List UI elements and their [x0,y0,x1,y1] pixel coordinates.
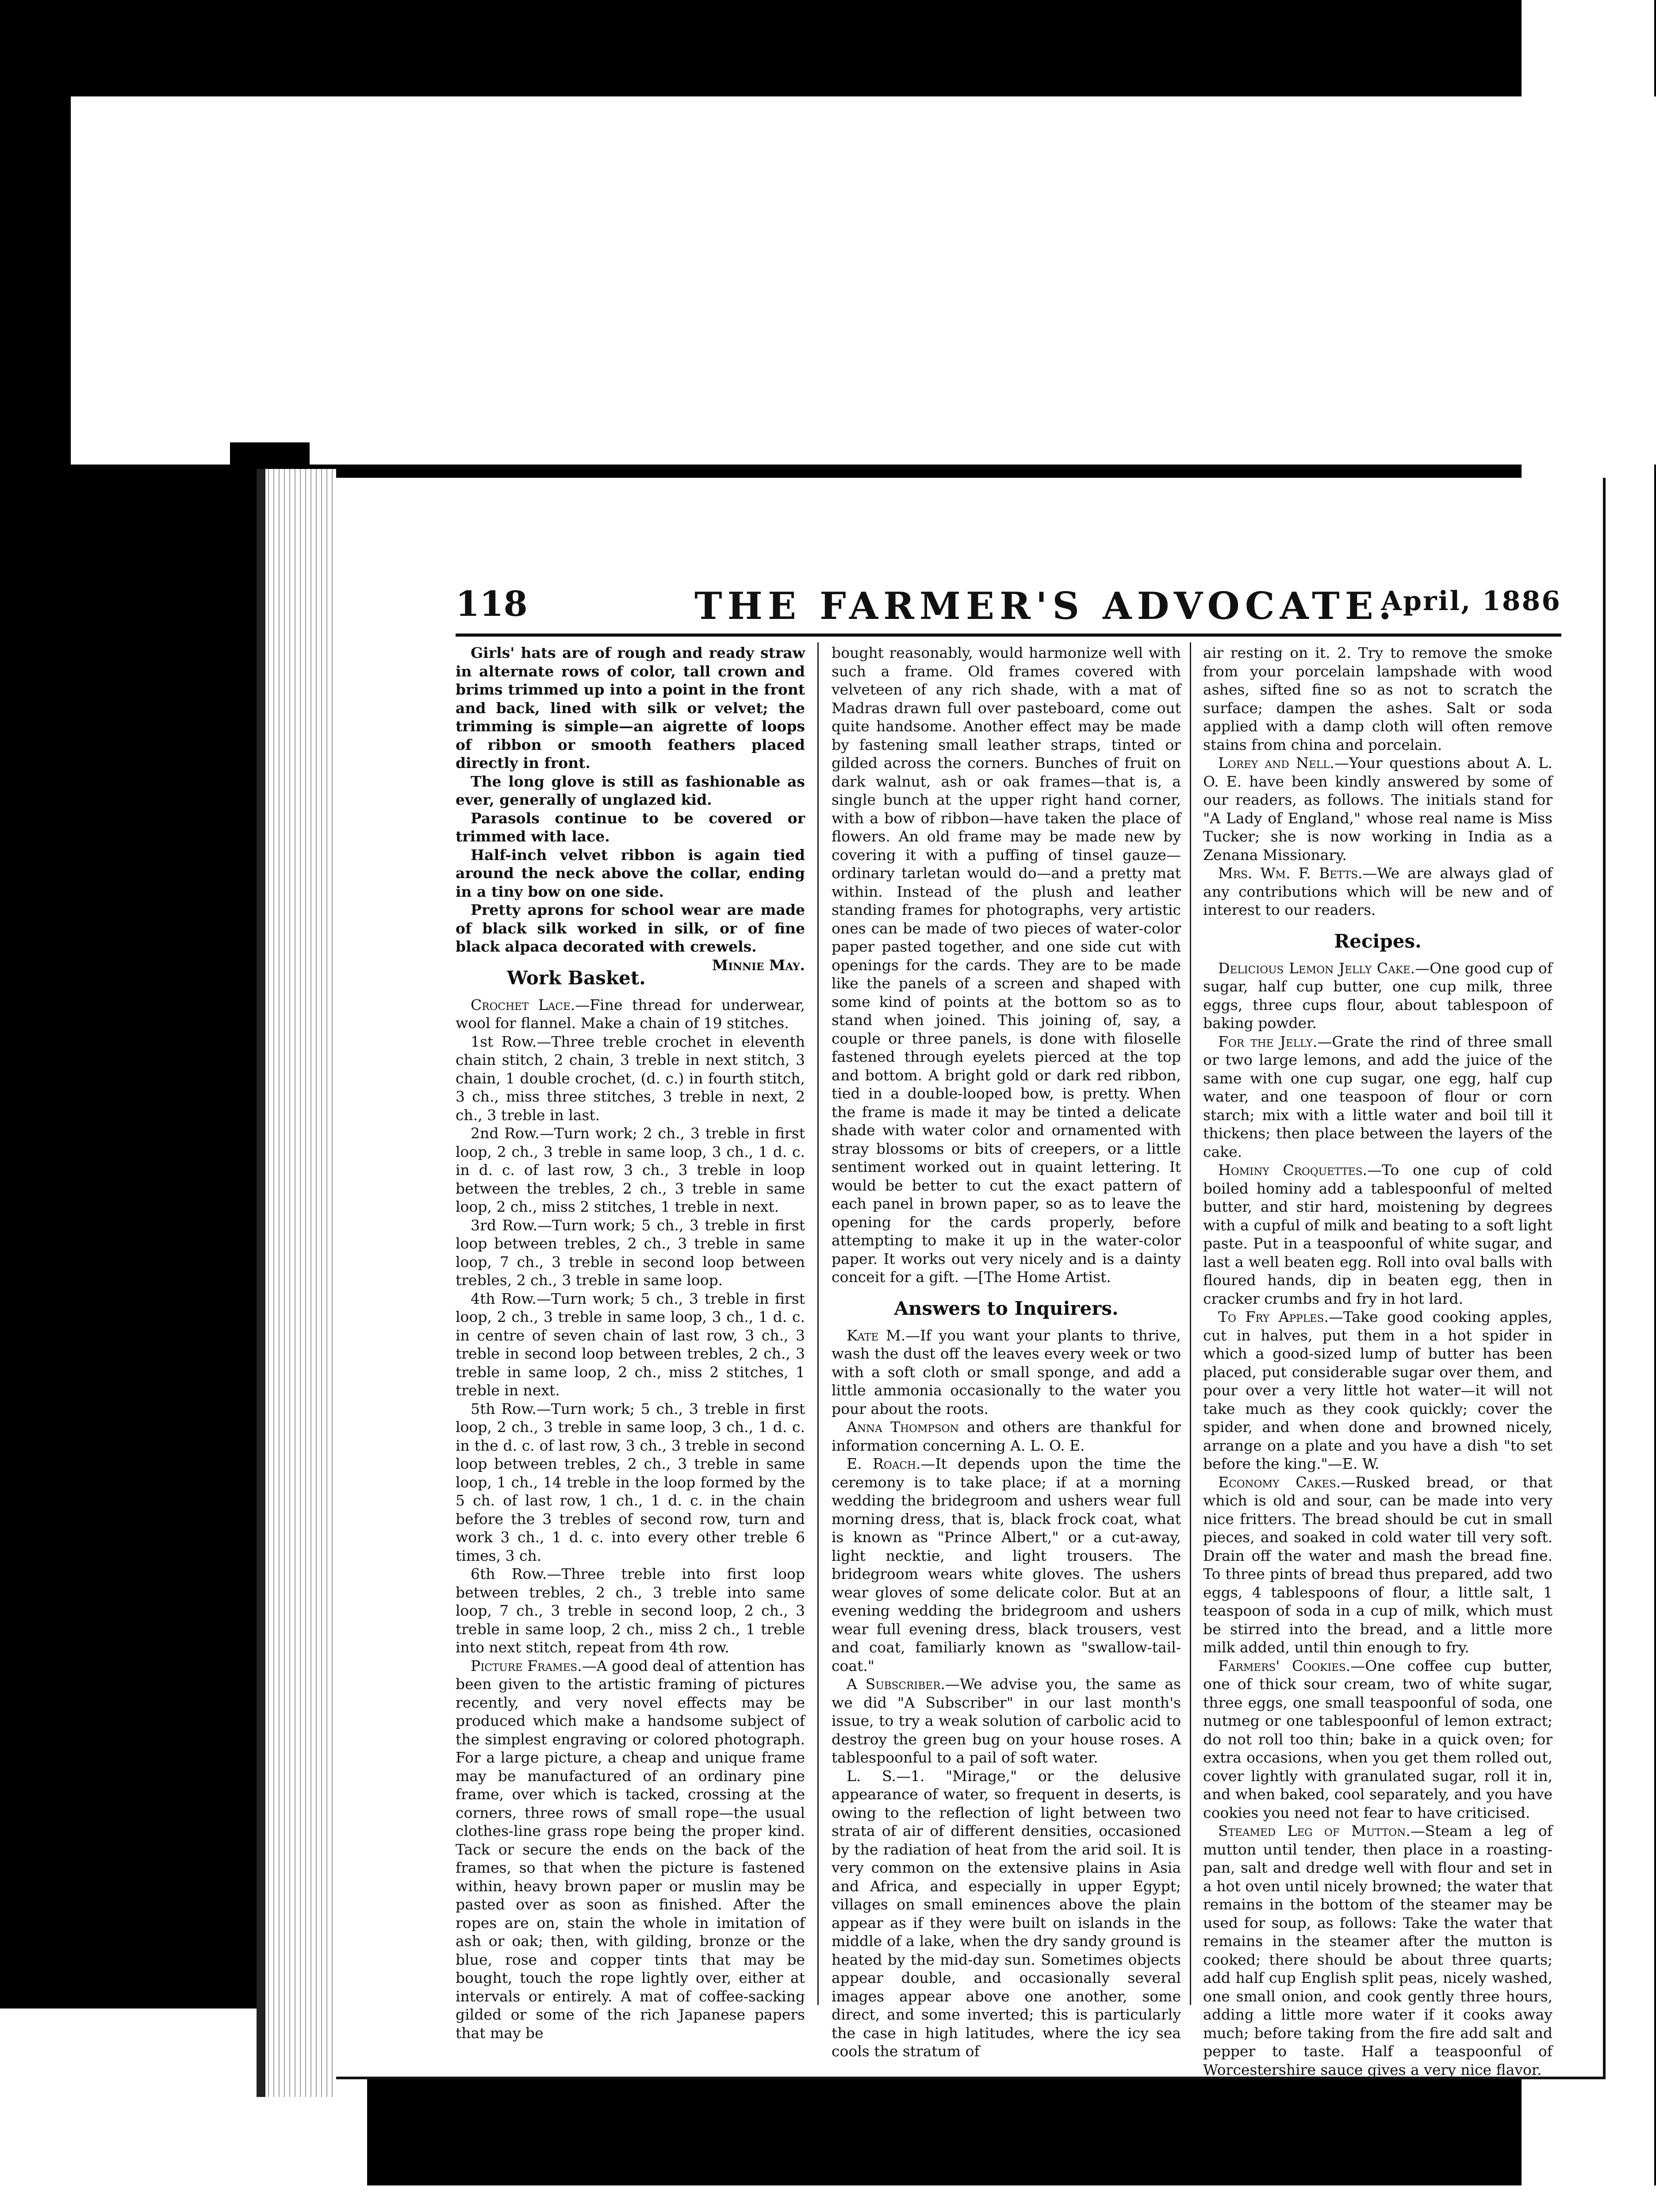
fashion-paragraph: Parasols continue to be covered or trimmed with lace. [456,809,805,845]
recipe-paragraph [1203,1033,1552,1161]
correspondent-name: E. Roach. [847,1455,921,1472]
fashion-paragraph [456,901,805,974]
answer-text: and others are thankful for information concerning A. L. O. E. [832,1418,1181,1454]
answer-text: —If you want your plants to thrive, wash the dust off the leaves every week or two with a soft cloth or small sponge, and add a little ammonia occasionally to the water you pour about the roots. [832,1326,1181,1417]
film-edge-top [71,88,1656,96]
recipe-title: Delicious Lemon Jelly Cake. [1218,959,1415,977]
answer-paragraph [832,1455,1181,1675]
recipe-title: Hominy Croquettes. [1218,1161,1367,1179]
article-paragraph [456,996,805,1033]
recipe-text: —Take good cooking apples, cut in halves, put them in a hot spider in which a good-sized lump of butter has been placed, put considerable sugar over them, and pour over a very little hot water—it will not take much as they cook quickly; cover the spider, and when done and browned nicely, arrange on a plate and you have a dish "to set before the king."—E. W. [1203,1308,1552,1472]
header-rule [456,634,1561,637]
instruction-row: 3rd Row.—Turn work; 5 ch., 3 treble in first loop between trebles, 2 ch., 3 treble in same loop, 7 ch., 3 treble in second loop between trebles, 2 ch., 3 treble in same loop. [456,1216,805,1289]
article-text: —A good deal of attention has been given to the artistic framing of pictures recently, and very novel effects may be produced which make a handsome subject of the simplest engraving or colored photograph. For a large picture, a cheap and unique frame may be manufactured of an ordinary pine frame, over which is tacked, crossing at the corners, three rows of small rope—the usual clothes-line grass rope being the proper kind. Tack or secure the ends on the back of the frames, so that when the picture is fastened within, heavy brown paper or muslin may be pasted over as soon as finished. After the ropes are on, stain the whole in imitation of ash or oak; then, with gilding, bronze or the blue, rose and copper tints that may be bought, touch the rope lightly over, either at intervals or entirely. A mat of coffee-sacking gilded or some of the rich Japanese papers that may be [456,1657,805,2042]
instruction-row: 1st Row.—Three treble crochet in eleventh chain stitch, 2 chain, 3 treble in next stitch, 3 chain, 1 double crochet, (d. c.) in fourth stitch, 3 ch., miss three stitches, 3 treble in next, 2 ch., 3 treble in last. [456,1033,805,1124]
recipe-paragraph [1203,1657,1552,1822]
answer-paragraph [832,1418,1181,1455]
recipe-paragraph [1203,1822,1552,2079]
correspondent-name: Mrs. Wm. F. Betts. [1218,864,1363,882]
instruction-row: 4th Row.—Turn work; 5 ch., 3 treble in first loop, 2 ch., 3 treble in same loop, 3 ch., 1 d. c. in centre of seven chain of last row, 3 ch., 3 treble in second loop between trebles, 2 ch., 3 treble in same loop, 2 ch., miss 2 stitches, 1 treble in next. [456,1290,805,1399]
section-heading-answers: Answers to Inquirers. [894,1297,1119,1319]
answer-text: —We advise you, the same as we did "A Subscriber" in our last month's issue, to try a weak solution of carbolic acid to destroy the green bug on your house roses. A tablespoonful to a pail of soft water. [832,1675,1181,1766]
fashion-paragraph: Half-inch velvet ribbon is again tied around the neck above the collar, ending in a tiny bow on one side. [456,846,805,900]
recipe-text: —Rusked bread, or that which is old and sour, can be made into very nice fritters. The bread should be cut in small pieces, and soaked in cold water till very soft. Drain off the water and mash the bread fine. To three pints of bread thus prepared, add two eggs, 4 tablespoons of flour, a little salt, 1 teaspoon of soda in a cup of milk, which must be stirred into the bread, and a little more milk added, until thin enough to fry. [1203,1473,1553,1656]
column-3 [1203,644,1552,2079]
fashion-paragraph: Girls' hats are of rough and ready straw in alternate rows of color, tall crown and brims trimmed up into a point in the front and back, lined with silk or velvet; the trimming is simple—an aigrette of loops of ribbon or smooth feathers placed directly in front. [456,644,805,772]
section-heading-work-basket: Work Basket. [506,967,646,989]
issue-date: April, 1886 [1381,586,1561,617]
recipe-text: —To one cup of cold boiled hominy add a tablespoonful of melted butter, and stir hard, moistening by degrees with a cupful of milk and beating to a soft light paste. Put in a teaspoonful of white sugar, and last a well beaten egg. Roll into oval balls with floured hands, dip in beaten egg, then in cracker crumbs and fry in hot lard. [1203,1161,1552,1307]
author-signature: Minnie May. [712,956,805,974]
recipe-title: To Fry Apples. [1218,1308,1329,1325]
page-stack-edges [265,469,336,2097]
correspondent-name: A Subscriber. [847,1675,945,1693]
answer-paragraph: air resting on it. 2. Try to remove the smoke from your porcelain lampshade with wood ashes, sifted fine so as not to scratch the surface; dampen the ashes. Salt or soda applied with a damp cloth will often remove stains from china and porcelain. [1203,644,1552,753]
instruction-row: 2nd Row.—Turn work; 2 ch., 3 treble in first loop, 2 ch., 3 treble in same loop, 3 ch., 1 d. c. in d. c. of last row, 3 ch., 3 treble in loop between the trebles, 2 ch., 3 treble in same loop, 2 ch., miss 2 stitches, 1 treble in next. [456,1125,805,1215]
article-text: —Fine thread for underwear, wool for flannel. Make a chain of 19 stitches. [456,996,805,1032]
column-rule-2 [1190,642,1191,2005]
recipe-paragraph [1203,1161,1552,1308]
correspondent-name: Lorey and Nell. [1218,754,1334,772]
answer-paragraph [1203,754,1552,864]
page-number: 118 [456,584,528,624]
answer-text: —Your questions about A. L. O. E. have been kindly answered by some of our readers, as follows. The initials stand for "A Lady of England," whose real name is Miss Tucker; she is now working in India as a Zenana Missionary. [1203,754,1552,864]
correspondent-name: L. S. [847,1767,896,1785]
newspaper-page [336,478,1606,2079]
recipe-title: For the Jelly. [1218,1033,1318,1050]
fashion-text: Pretty aprons for school wear are made of black silk worked in silk, or of fine black alpaca decorated with crewels. [456,901,805,955]
page-header [456,584,1561,633]
section-heading-recipes: Recipes. [1334,930,1422,952]
column-2 [832,644,1181,2061]
answer-text: —It depends upon the time the ceremony is to take place; if at a morning wedding the bridegroom and ushers wear full morning dress, that is, black frock coat, what is known as "Prince Albert," or a cut-away, light necktie, and light trousers. The bridegroom wears white gloves. The ushers wear gloves of some delicate color. But at an evening wedding the bridegroom and ushers wear full evening dress, black trousers, vest and coat, familiarly known as "swallow-tail-coat." [832,1455,1181,1674]
column-rule-1 [817,642,819,2005]
fashion-paragraph: The long glove is still as fashionable as ever, generally of unglazed kid. [456,772,805,808]
recipe-text: —One coffee cup butter, one of thick sour cream, two of white sugar, three eggs, one small teaspoonful of soda, one nutmeg or one tablespoonful of lemon extract; do not roll too thin; bake in a quick oven; for extra occasions, when you get them rolled out, cover lightly with granulated sugar, roll it in, and when baked, cool separately, and you have cookies you need not fear to have criticised. [1203,1657,1552,1821]
recipe-title: Steamed Leg of Mutton. [1218,1822,1411,1839]
recipe-paragraph [1203,1308,1552,1473]
answer-paragraph [832,1767,1181,2061]
recipe-title: Economy Cakes. [1218,1473,1341,1491]
recipe-title: Farmers' Cookies. [1218,1657,1351,1674]
recipe-text: —One good cup of sugar, half cup butter, one cup milk, three eggs, three cups flour, about tablespoon of baking powder. [1203,959,1553,1032]
recipe-paragraph [1203,1473,1552,1657]
answer-paragraph [1203,864,1552,919]
article-title: Picture Frames. [471,1657,582,1674]
masthead-title: THE FARMER'S ADVOCATE. [694,584,1397,628]
article-title: Crochet Lace. [471,996,575,1014]
recipe-paragraph [1203,959,1552,1033]
correspondent-name: Kate M. [847,1326,906,1344]
column-1 [456,644,805,2042]
instruction-row: 6th Row.—Three treble into first loop between trebles, 2 ch., 3 treble into same loop, 7 ch., 3 treble in second loop, 2 ch., 3 treble in same loop, 2 ch., miss 2 ch., 1 treble into next stitch, repeat from 4th row. [456,1565,805,1656]
instruction-row: 5th Row.—Turn work; 5 ch., 3 treble in first loop, 2 ch., 3 treble in same loop, 3 ch., 1 d. c. in the d. c. of last row, 3 ch., 3 treble in second loop between trebles, 2 ch., 3 treble in same loop, 1 ch., 14 treble in the loop formed by the 5 ch. of last row, 1 ch., 1 d. c. in the chain before the 3 trebles of second row, turn and work 3 ch., 1 d. c. into every other treble 6 times, 3 ch. [456,1400,805,1564]
recipe-text: —Steam a leg of mutton until tender, then place in a roasting-pan, salt and dredge well with flour and set in a hot oven until nicely browned; the water that remains in the bottom of the steamer may be used for soup, as follows: Take the water that remains in the steamer after the mutton is cooked; there should be about three quarts; add half cup English split peas, nicely washed, one small onion, and cook gently three hours, adding a little more water if it cooks away much; before taking from the fire add salt and pepper to taste. Half a teaspoonful of Worcestershire sauce gives a very nice flavor. [1203,1822,1552,2078]
answer-paragraph [832,1675,1181,1767]
article-paragraph: bought reasonably, would harmonize well with such a frame. Old frames covered with velveteen of any rich shade, with a mat of Madras drawn full over pasteboard, come out quite handsome. Another effect may be made by fastening small leather straps, tinted or gilded across the corners. Bunches of fruit on dark walnut, ash or oak frames—that is, a single bunch at the upper right hand corner, with a bow of ribbon—have taken the place of flowers. An old frame may be made new by covering it with a puffing of tinsel gauze—ordinary tarletan would do—and a pretty mat within. Instead of the plush and leather standing frames for photographs, very artistic ones can be made of two pieces of water-color paper pasted together, and one side cut with openings for the cards. They are to be made like the panels of a screen and shaped with some kind of points at the bottom so as to stand when joined. This joining of, say, a couple or three panels, is done with filoselle fastened through eyelets pierced at the top and bottom. A bright gold or dark red ribbon, tied in a double-looped bow, is pretty. When the frame is made it may be tinted a delicate shade with water color and ornamented with stray blossoms or bits of creepers, or a little sentiment worked out in quaint lettering. It would be better to cut the exact pattern of each panel in brown paper, so as to leave the opening for the cards properly, before attempting to make it up in the water-color paper. It works out very nicely and is a dainty conceit for a gift. —[The Home Artist. [832,644,1181,1286]
answer-text: —We are always glad of any contributions which will be new and of interest to our readers. [1203,864,1552,918]
recipe-text: —Grate the rind of three small or two large lemons, and add the juice of the same with one cup sugar, one egg, half cup water, and one teaspoon of flour or corn starch; mix with a little water and boil till it thickens; then place between the layers of the cake. [1203,1033,1552,1160]
answer-paragraph [832,1326,1181,1418]
article-paragraph [456,1657,805,2043]
answer-text: —1. "Mirage," or the delusive appearance of water, so frequent in deserts, is owing to the reflection of light between two strata of air of different densities, occasioned by the radiation of heat from the arid soil. It is very common on the extensive plains in Asia and Africa, and especially in upper Egypt; villages on small eminences above the plain appear as if they were built on islands in the middle of a lake, when the dry sandy ground is heated by the mid-day sun. Sometimes objects appear double, and occasionally several images appear above one another, some direct, and some inverted; this is particularly the case in high latitudes, where the icy sea cools the stratum of [832,1767,1181,2060]
correspondent-name: Anna Thompson [847,1418,959,1436]
film-background-top [71,88,1656,465]
